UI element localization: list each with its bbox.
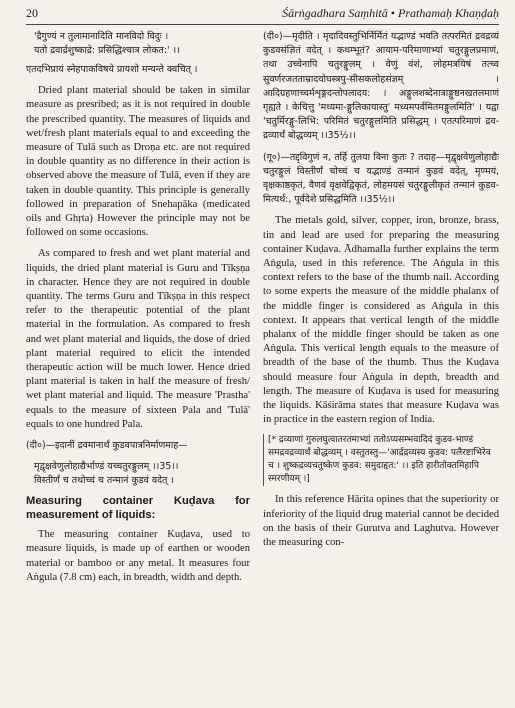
section-subheading: Measuring container Kuḍava for measurement of liquids: bbox=[26, 495, 250, 522]
right-column bbox=[263, 30, 499, 700]
paragraph: The metals gold, silver, copper, iron, bronze, brass, tin and lead are used for preparing the measuring container Kuḍava. Ādhamalla further explains the term Aṅgula, used in this reference. The Aṅgula in this context refers to the base of the thumb nail. According to some experts the measure of the middle phalanx of the middle finger is considered as Aṅgula in this context. It appears that vertical length of the middle phalanx of the middle finger should be taken as one Aṅgula. This vertical length equals to the measure of breadth of the base of the thumb. Thus the Kuḍava should measure four Aṅgula in depth, breadth and length. The measure of Kuḍava is used for measuring the liquids. Kāśirāma states that measure Kuḍava was in practice in the eastern region of India. bbox=[263, 215, 499, 426]
running-title: Śārṅgadhara Saṃhitā bbox=[282, 6, 388, 20]
sanskrit-note: एतदभिप्रायं स्नेहपाकविषये प्रायशो मन्यन्ते क्वचित् । bbox=[26, 64, 198, 75]
paragraph: Dried plant material should be taken in similar measure as presribed; as it is not required in double the prescribed quantity. The measures of liquids and wet/fresh plant materials equal to and exceeding the measure of Tulā such as Droṇa etc. are not required in double quantity as no difference in their action is observed above the measure of Tulā, even if they are taken in double quantity. This principle is generally followed in preparation of Snehapāka (medicated oils and Ghṛta) However the principle may not be followed on some occasions. bbox=[26, 85, 250, 239]
bracketed-sanskrit-note: [* द्रव्याणां गुरुलघुत्वातरतमाभ्यां ततोऽप्यसम्भवादिदं कुडव-भाण्डं समद्रवद्रव्यार्थं बोद्धव्यम् । वस्तुतस्तु—'आर्द्रद्रव्यस्य कुडव: पलैरष्टाभिरेव च । शुष्कद्रव्यचतुष्केण कुडव: समुदाहृत:' ।। इति हारीतोक्तमिहापि स्मरणीयम् ।] bbox=[263, 434, 499, 486]
verse-intro: (दी०)—इदानीं द्रवमानार्थं कुडवपात्रनिर्माणमाह— bbox=[26, 440, 188, 452]
paragraph: As compared to fresh and wet plant material and liquids, the dried plant material is Guru and Tīkṣṇa in character. Hence they are not required in double quantity. The terms Guru and Tīkṣṇa in this respect refer to the therapeutic potential of the plant material in the formulation. As compared to fresh and wet plant material and liquids, the dose of dried plant material required to elicit the intended therapeutic action will be much lower. Hence dried plant material is taken in half the measure of fresh/ wet plant material and liquid. The measure 'Prastha' equals to the measure of sixteen Pala and 'Tulā' equals to one hundred Pala. bbox=[26, 248, 250, 430]
sanskrit-commentary-gudhartha: (गू०)—तद्द्विगुणं न, तर्हि तुलया विना कुतः ? तदाह—मृद्वृक्षवेणुलोहाद्यैः चतुरङ्गुलं विस्तीर्णं चोच्चं च यद्भाण्डं तन्मानं कुडवं वदेत्, मृण्मयं, वृक्षकाष्ठकृतं, वैणवं वृक्षवेद्विकृतं, लोहमयसं चतुरङ्गुलीकृतं तन्मानं कुडव-मित्यर्थ:, पूर्वदेशे प्रसिद्धमिति ।।35½।। bbox=[263, 151, 499, 206]
verse-line: 'द्रैगुण्यं न तुलामानादिति मानविदो विदुः । bbox=[34, 31, 169, 42]
page-number: 20 bbox=[26, 6, 38, 20]
verse-line: विस्तीर्णं च तथोच्चं च तन्मानं कुडवं वदेत् । bbox=[34, 475, 174, 487]
sanskrit-verse-2 bbox=[26, 460, 250, 488]
header-separator: • bbox=[390, 6, 395, 20]
page-header bbox=[26, 6, 499, 25]
verse-line: यतो द्रवार्द्रशुष्काद्रे: प्रसिद्धिश्चात्र लोकत:' ।। bbox=[34, 45, 180, 56]
section-name: Prathamaḥ Khaṇḍaḥ bbox=[397, 6, 499, 20]
verse-line: मृद्वृक्षवेणुलोहाद्यैर्भाण्डं यच्चतुरङ्गुलम् ।।35।। bbox=[34, 461, 179, 473]
sanskrit-verse-1 bbox=[26, 30, 250, 58]
running-header bbox=[282, 6, 499, 21]
paragraph: In this reference Hārita opines that the superiority or inferiority of the liquid drug material cannot be decided on the basis of their Gurutva and Laghutva. However the measuring con- bbox=[263, 494, 499, 549]
sanskrit-commentary-dipika: (दी०)—मृदीति । मृदादिवस्तुभिर्निर्मितं यद्भाण्डं भवति तत्परमितं द्रवद्रव्यं कुडवसंज्ञितं वदेत् । कथम्भूतं? आयाम-परिमाणाभ्यां चतुरङ्गुलप्रमाणं, तथा उच्चेनापि चतुरङ्गुलम् । वेणुं वंशं, लोहमत्रयिषं तत्च्व सुवर्णरजतताम्रादयोघस्त्रपु-सीसकलोहसंज्ञम् । आदिग्रहणाच्चर्मशृङ्गदन्तोपलादय: । अङ्गुलशब्देनात्राङ्गुष्ठनखतलमाणं गृह्यते । केचित्तु 'मध्यमा-ङ्गुलिकायास्तु' मध्यमपर्वमितमङ्गुलमिति' । यद्वा 'चतुर्मिरङ्गु-लिभि: परिमितं चतुरङ्गुलमिति प्रसिद्धम् । एतत्परिमाणं द्रव-द्रव्यार्थं बोद्धव्यम् ।।35½।। bbox=[263, 31, 499, 142]
left-column bbox=[26, 30, 250, 700]
paragraph: The measuring container Kuḍava, used to measure liquids, is made up of earthen or wooden material or bamboo or any metal. It measures four Aṅgula (7.8 cm) each, in breadth, width and depth. bbox=[26, 529, 250, 583]
